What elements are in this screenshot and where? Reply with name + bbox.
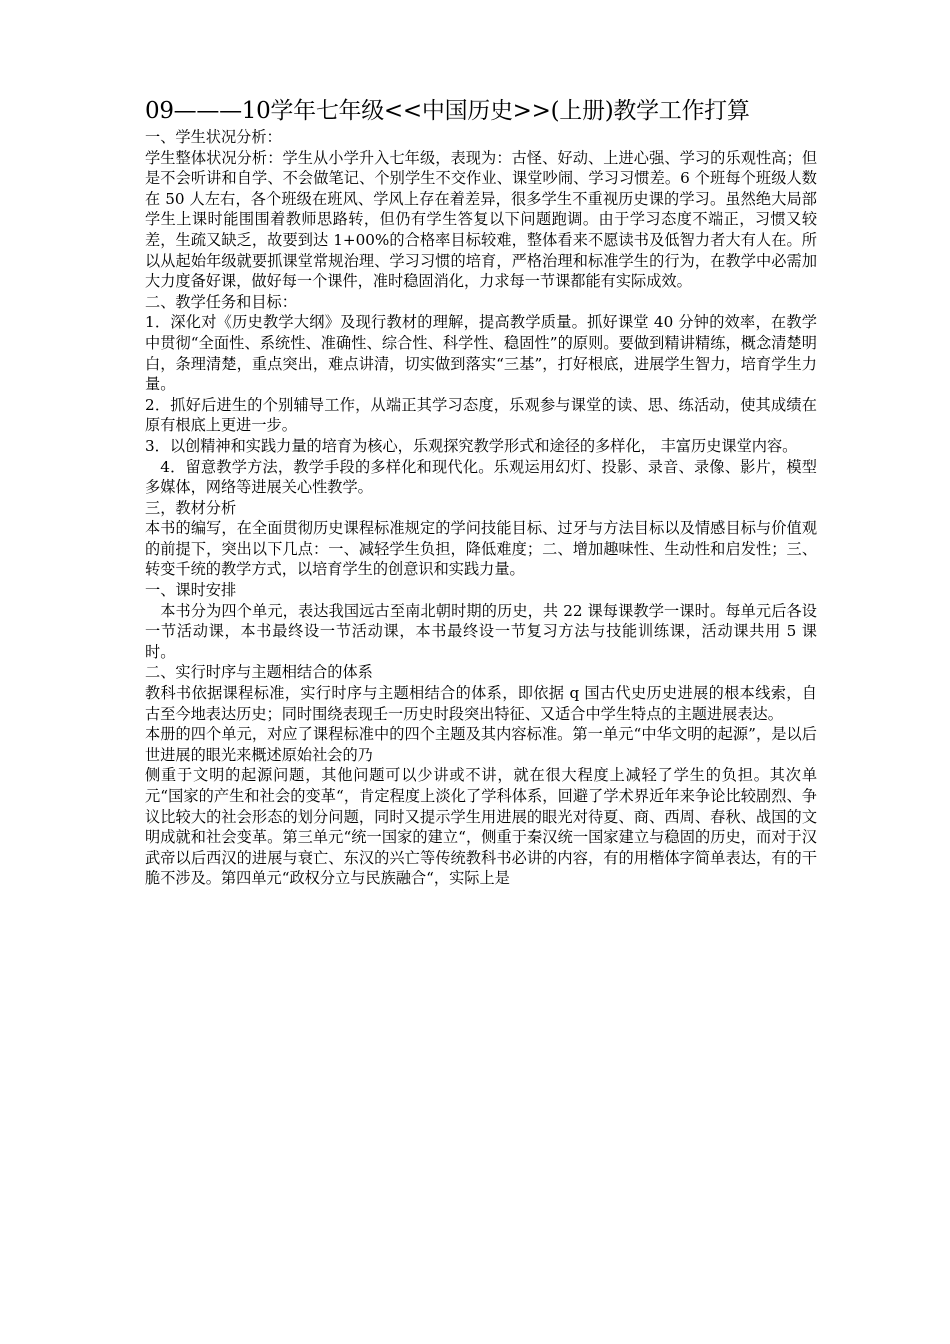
paragraph-class-schedule: 本书分为四个单元，表达我国远古至南北朝时期的历史，共 22 课每课教学一课时。每单元后各设一节活动课，本书最终设一节活动课，本书最终设一节复习方法与技能训练课，活动课共用 5 课时。 — [145, 601, 817, 661]
document-title: 09———10学年七年级<<中国历史>>(上册)教学工作打算 — [145, 98, 750, 124]
section-heading-student-analysis: 一、学生状况分析： — [145, 128, 282, 146]
paragraph-units-intro: 本册的四个单元，对应了课程标准中的四个主题及其内容标准。第一单元“中华文明的起源”，是以后世进展的眼光来概述原始社会的乃 — [145, 725, 817, 764]
paragraph-units-detail: 侧重于文明的起源问题，其他问题可以少讲或不讲，就在很大程度上减轻了学生的负担。其次单元“国家的产生和社会的变革“，肯定程度上淡化了学科体系，回避了学术界近年来争论比较剧烈、争议比较大的社会形态的划分问题，同时又提示学生用进展的眼光对待夏、商、西周、春秋、战国的文明成就和社会变革。第三单元“统一国家的建立“，侧重于秦汉统一国家建立与稳固的历史，而对于汉武帝以后西汉的进展与衰亡、东汉的兴亡等传统教科书必讲的内容，有的用楷体字简单表达，有的干脆不涉及。第四单元“政权分立与民族融合“，实际上是 — [145, 766, 817, 888]
section-heading-system: 二、实行时序与主题相结合的体系 — [145, 663, 373, 682]
section-heading-textbook-analysis: 三，教材分析 — [145, 498, 237, 517]
paragraph-goal-4: 4．留意教学方法，教学手段的多样化和现代化。乐观运用幻灯、投影、录音、录像、影片，模型多媒体，网络等进展关心性教学。 — [145, 457, 817, 497]
section-heading-class-schedule: 一、课时安排 — [145, 581, 237, 600]
paragraph-system: 教科书依据课程标准，实行时序与主题相结合的体系，即依据 q 国古代史历史进展的根本线索，自古至今地表达历史；同时围绕表现壬一历史时段突出特征、又适合中学生特点的主题进展表达。 — [145, 684, 817, 723]
paragraph-goal-3: 3．以创精神和实践力量的培育为核心，乐观探究教学形式和途径的多样化， 丰富历史课堂内容。 — [145, 436, 798, 455]
section-heading-teaching-goals: 二、教学任务和目标： — [145, 292, 297, 311]
document-page — [145, 96, 817, 889]
paragraph-textbook-analysis: 本书的编写，在全面贯彻历史课程标准规定的学问技能目标、过牙与方法目标以及情感目标与价值观的前提下，突出以下几点：一、减轻学生负担，降低难度；二、增加趣味性、生动性和启发性；三、转变千统的教学方式，以培育学生的创意识和实践力量。 — [145, 519, 817, 579]
document-body — [145, 127, 817, 889]
paragraph-goal-1: 1．深化对《历史教学大纲》及现行教材的理解，提高教学质量。抓好课堂 40 分钟的效率，在教学中贯彻“全面性、系统性、准确性、综合性、科学性、稳固性”的原则。要做到精讲精练，概念清楚明白，条理清楚，重点突出，难点讲清，切实做到落实“三基”，打好根底，进展学生智力，培育学生力量。 — [145, 313, 817, 394]
paragraph-student-analysis: 学生整体状况分析：学生从小学升入七年级，表现为：古怪、好动、上进心强、学习的乐观性高；但是不会听讲和自学、不会做笔记、个别学生不交作业、课堂吵闹、学习习惯差。6 个班每个班级人数在 50 人左右，各个班级在班风、学风上存在着差异，很多学生不重视历史课的学习。虽然绝大局部学生上课时能围围着教师思路转，但仍有学生答复以下问题跑调。由于学习态度不端正，习惯又较差，生疏又缺乏，故要到达 1+00%的合格率目标较难，整体看来不愿读书及低智力者大有人在。所以从起始年级就要抓课堂常规治理、学习习惯的培育，严格治理和标准学生的行为，在教学中必需加大力度备好课，做好每一个课件，准时稳固消化，力求每一节课都能有实际成效。 — [145, 148, 817, 291]
paragraph-goal-2: 2．抓好后进生的个别辅导工作，从端正其学习态度，乐观参与课堂的读、思、练活动，使其成绩在原有根底上更进一步。 — [145, 395, 817, 435]
